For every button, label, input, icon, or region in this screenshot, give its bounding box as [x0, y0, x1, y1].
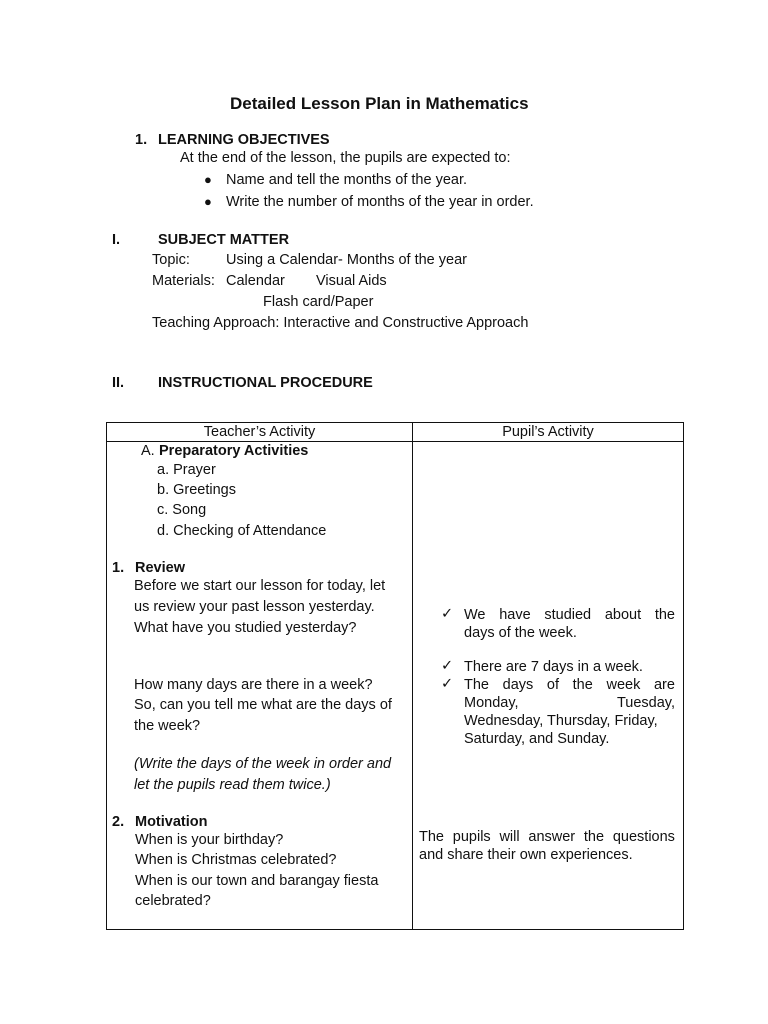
pupil-answer-line: The days of the week are	[464, 677, 675, 693]
review-question: How many days are there in a week?	[134, 677, 373, 693]
pupil-answer-line: days of the week.	[464, 625, 577, 641]
topic-label: Topic:	[152, 252, 190, 268]
teacher-activity-cell	[107, 442, 413, 930]
review-question: the week?	[134, 718, 201, 734]
prep-item: d. Checking of Attendance	[157, 523, 327, 539]
pupil-answer-word: Monday,	[464, 695, 519, 711]
materials-item: Visual Aids	[316, 273, 387, 289]
procedure-heading: INSTRUCTIONAL PROCEDURE	[158, 375, 373, 391]
objectives-number: 1.	[135, 132, 148, 148]
document-title: Detailed Lesson Plan in Mathematics	[230, 94, 529, 113]
prep-letter: A.	[141, 443, 155, 459]
review-line: What have you studied yesterday?	[134, 620, 357, 636]
activity-table	[106, 422, 684, 930]
teaching-approach: Teaching Approach: Interactive and Constructive Approach	[152, 315, 529, 331]
prep-heading: Preparatory Activities	[159, 443, 309, 459]
teacher-activity-header: Teacher’s Activity	[107, 423, 413, 442]
prep-item: c. Song	[157, 502, 207, 518]
objective-item: Name and tell the months of the year.	[226, 172, 467, 188]
materials-item: Flash card/Paper	[263, 294, 374, 310]
table-header-row	[107, 423, 684, 442]
pupil-activity-cell	[413, 442, 684, 930]
review-line: us review your past lesson yesterday.	[134, 599, 375, 615]
motivation-line: When is Christmas celebrated?	[135, 852, 337, 868]
review-question: So, can you tell me what are the days of	[134, 697, 392, 713]
subject-matter-number: I.	[112, 232, 121, 248]
motivation-line: When is your birthday?	[135, 832, 284, 848]
motivation-answer-line: The pupils will answer the questions	[419, 829, 675, 845]
motivation-number: 2.	[112, 814, 125, 830]
check-icon: ✓	[441, 606, 454, 622]
pupil-answer-word: Tuesday,	[616, 695, 675, 711]
check-icon: ✓	[441, 658, 454, 674]
review-line: Before we start our lesson for today, let	[134, 578, 386, 594]
pupil-answer-line: There are 7 days in a week.	[464, 659, 643, 675]
motivation-line: celebrated?	[135, 893, 211, 909]
materials-item: Calendar	[226, 273, 285, 289]
prep-item: b. Greetings	[157, 482, 236, 498]
pupil-answer-line: Saturday, and Sunday.	[464, 731, 610, 747]
bullet-icon: ●	[204, 172, 212, 187]
bullet-icon: ●	[204, 194, 212, 209]
motivation-heading: Motivation	[135, 814, 208, 830]
table-row	[107, 442, 684, 930]
motivation-line: When is our town and barangay fiesta	[135, 873, 379, 889]
topic-value: Using a Calendar- Months of the year	[226, 252, 467, 268]
subject-matter-heading: SUBJECT MATTER	[158, 232, 290, 248]
prep-item: a. Prayer	[157, 462, 216, 478]
review-heading: Review	[135, 560, 185, 576]
procedure-number: II.	[112, 375, 125, 391]
objectives-heading: LEARNING OBJECTIVES	[158, 132, 330, 148]
review-note: (Write the days of the week in order and	[134, 756, 392, 772]
pupil-answer-line: Wednesday, Thursday, Friday,	[464, 713, 658, 729]
check-icon: ✓	[441, 676, 454, 692]
pupil-answer-line	[464, 695, 675, 712]
objective-item: Write the number of months of the year in order.	[226, 194, 534, 210]
motivation-answer-line: and share their own experiences.	[419, 847, 633, 863]
review-note: let the pupils read them twice.)	[134, 777, 331, 793]
objectives-intro: At the end of the lesson, the pupils are expected to:	[180, 150, 511, 166]
review-number: 1.	[112, 560, 125, 576]
materials-label: Materials:	[152, 273, 215, 289]
pupil-activity-header: Pupil’s Activity	[413, 423, 684, 442]
pupil-answer-line: We have studied about the	[464, 607, 675, 623]
